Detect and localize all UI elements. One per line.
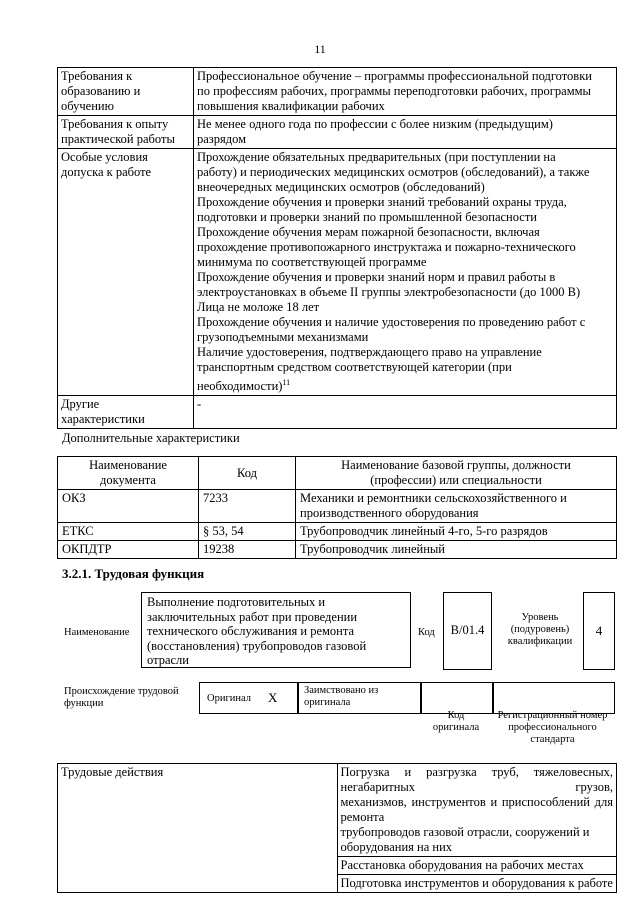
value-line: прохождение противопожарного инструктажа и пожарно-технического bbox=[197, 240, 576, 254]
label-line: Требования к опыту bbox=[61, 117, 169, 131]
name-line: Механики и ремонтники сельскохозяйственного и bbox=[300, 491, 567, 505]
value-line: Не менее одного года по профессии с более низким (предыдущим) bbox=[197, 117, 553, 131]
label-line: характеристики bbox=[61, 412, 145, 427]
footnote-ref[interactable]: 11 bbox=[282, 378, 291, 387]
row-label bbox=[58, 396, 194, 429]
borrowed-cell bbox=[297, 682, 422, 714]
header-line: (профессии) или специальности bbox=[370, 473, 542, 487]
value-line: Прохождение обучения и наличие удостоверения по проведению работ с bbox=[197, 315, 586, 329]
row-label bbox=[58, 149, 194, 396]
code-value-box bbox=[443, 592, 492, 670]
function-name-box bbox=[141, 592, 411, 668]
code-caption bbox=[420, 710, 492, 734]
row-value bbox=[194, 149, 617, 396]
value-line: подготовки и проверки знаний по промышленной безопасности bbox=[197, 210, 537, 224]
level-value: 4 bbox=[595, 623, 603, 638]
row-value bbox=[194, 396, 617, 429]
value-line: Прохождение обучения мерам пожарной безопасности, включая bbox=[197, 225, 540, 239]
cell-doc: ОКПДТР bbox=[58, 541, 199, 559]
original-mark: X bbox=[268, 690, 278, 705]
header-group bbox=[296, 457, 617, 490]
value-line: работу) и периодических медицинских осмотров (обследований), а также bbox=[197, 165, 590, 179]
value-line: транспортным средством соответствующей категории (при bbox=[197, 360, 512, 374]
original-label: Оригинал bbox=[207, 693, 251, 704]
name-line: технического обслуживания и ремонта bbox=[147, 624, 355, 639]
value-line: повышения квалификации рабочих bbox=[197, 99, 385, 113]
table-row bbox=[58, 490, 617, 523]
item-line: Подготовка инструментов и оборудования к работе bbox=[340, 876, 613, 890]
labor-actions-table bbox=[57, 763, 617, 893]
value-line: разрядом bbox=[197, 132, 247, 146]
cell-code: 19238 bbox=[199, 541, 296, 559]
borrowed-label-line: Заимствовано из bbox=[304, 685, 379, 696]
value-line: внеочередных медицинских осмотров (обследований) bbox=[197, 180, 485, 194]
value-line: Прохождение обучения и проверки знаний норм и правил работы в bbox=[197, 270, 556, 284]
section-title: 3.2.1. Трудовая функция bbox=[62, 566, 205, 581]
header-document bbox=[58, 457, 199, 490]
code-caption-line: оригинала bbox=[432, 722, 480, 733]
header-line: Наименование базовой группы, должности bbox=[341, 458, 571, 472]
labor-action-item bbox=[337, 764, 617, 857]
name-line: производственного оборудования bbox=[300, 506, 479, 520]
level-label-line: (подуровень) bbox=[510, 624, 570, 635]
header-line: Код bbox=[237, 465, 257, 480]
cell-name bbox=[296, 523, 617, 541]
level-label-line: Уровень bbox=[521, 612, 559, 623]
name-line: Выполнение подготовительных и bbox=[147, 595, 326, 609]
code-caption-line: Код bbox=[447, 710, 465, 721]
reg-caption bbox=[492, 710, 613, 746]
table-header-row bbox=[58, 457, 617, 490]
table-row bbox=[58, 149, 617, 396]
value-line: грузоподъемными механизмами bbox=[197, 330, 369, 344]
row-value bbox=[194, 68, 617, 116]
name-line: (восстановления) трубопроводов газовой bbox=[147, 638, 367, 653]
label-line: обучению bbox=[61, 99, 114, 113]
cell-name bbox=[296, 490, 617, 523]
row-label bbox=[58, 116, 194, 149]
page-number: 11 bbox=[314, 42, 326, 56]
label-line: допуска к работе bbox=[61, 165, 152, 179]
label-line: образованию и bbox=[61, 84, 141, 98]
item-line: трубопроводов газовой отрасли, сооружений и оборудования на них bbox=[340, 825, 590, 854]
cell-code: § 53, 54 bbox=[199, 523, 296, 541]
borrowed-label bbox=[304, 685, 378, 709]
value-line: Прохождение обучения и проверки знаний требований охраны труда, bbox=[197, 195, 567, 209]
name-line: заключительных работ при проведении bbox=[147, 609, 358, 624]
value-line: минимума по соответствующей программе bbox=[197, 255, 427, 269]
value-line: Лица не моложе 18 лет bbox=[197, 300, 320, 314]
value-line: Прохождение обязательных предварительных (при поступлении на bbox=[197, 150, 556, 164]
code-value: B/01.4 bbox=[450, 623, 485, 637]
row-value bbox=[194, 116, 617, 149]
value-line: по профессиям рабочих, программы переподготовки рабочих, программы bbox=[197, 84, 591, 98]
value-line: электроустановках в объеме II группы электробезопасности (до 1000 В) bbox=[197, 285, 581, 299]
origin-label-line: Происхождение трудовой bbox=[64, 686, 179, 697]
cell-code: 7233 bbox=[199, 490, 296, 523]
value-line: - bbox=[197, 397, 202, 412]
value-line bbox=[197, 375, 613, 394]
reg-caption-line: Регистрационный номер bbox=[497, 710, 608, 721]
cell-doc: ЕТКС bbox=[58, 523, 199, 541]
level-label bbox=[500, 612, 580, 648]
level-value-box bbox=[583, 592, 615, 670]
table-row bbox=[58, 68, 617, 116]
original-cell bbox=[199, 682, 299, 714]
table-row bbox=[58, 396, 617, 429]
code-label: Код bbox=[418, 627, 435, 638]
label-line: Особые условия bbox=[61, 150, 148, 164]
labor-action-item bbox=[337, 875, 617, 893]
name-line: Трубопроводчик линейный bbox=[300, 542, 446, 556]
item-line: Расстановка оборудования на рабочих местах bbox=[340, 858, 584, 872]
labor-actions-label: Трудовые действия bbox=[58, 764, 338, 893]
additional-characteristics-title: Дополнительные характеристики bbox=[62, 431, 240, 445]
name-label: Наименование bbox=[64, 627, 130, 638]
cell-name bbox=[296, 541, 617, 559]
label-line: практической работы bbox=[61, 132, 175, 146]
header-line: Наименование bbox=[89, 458, 167, 472]
header-line: документа bbox=[100, 473, 156, 487]
row-label bbox=[58, 68, 194, 116]
value-line: Наличие удостоверения, подтверждающего право на управление bbox=[197, 345, 542, 359]
table-row bbox=[58, 764, 617, 857]
borrowed-label-line: оригинала bbox=[304, 697, 351, 708]
name-line: Трубопроводчик линейный 4-го, 5-го разрядов bbox=[300, 524, 548, 538]
label-line: Требования к bbox=[61, 69, 133, 83]
name-line: отрасли bbox=[147, 653, 189, 668]
label-line: Другие bbox=[61, 397, 100, 412]
item-line: механизмов, инструментов и приспособлений для ремонта bbox=[340, 795, 613, 824]
origin-label bbox=[64, 686, 179, 710]
origin-label-line: функции bbox=[64, 698, 104, 709]
level-label-line: квалификации bbox=[507, 636, 573, 647]
reg-caption-line: профессионального bbox=[508, 722, 597, 733]
table-row bbox=[58, 541, 617, 559]
cell-doc: ОКЗ bbox=[58, 490, 199, 523]
table-row bbox=[58, 523, 617, 541]
requirements-table bbox=[57, 67, 617, 429]
table-row bbox=[58, 116, 617, 149]
additional-table bbox=[57, 456, 617, 559]
value-text: необходимости) bbox=[197, 379, 283, 394]
labor-action-item bbox=[337, 857, 617, 875]
item-line: Погрузка и разгрузка труб, тяжеловесных, негабаритных грузов, bbox=[340, 765, 613, 794]
value-line: Профессиональное обучение – программы профессиональной подготовки bbox=[197, 69, 592, 83]
reg-caption-line: стандарта bbox=[530, 734, 575, 745]
header-code bbox=[199, 457, 296, 490]
